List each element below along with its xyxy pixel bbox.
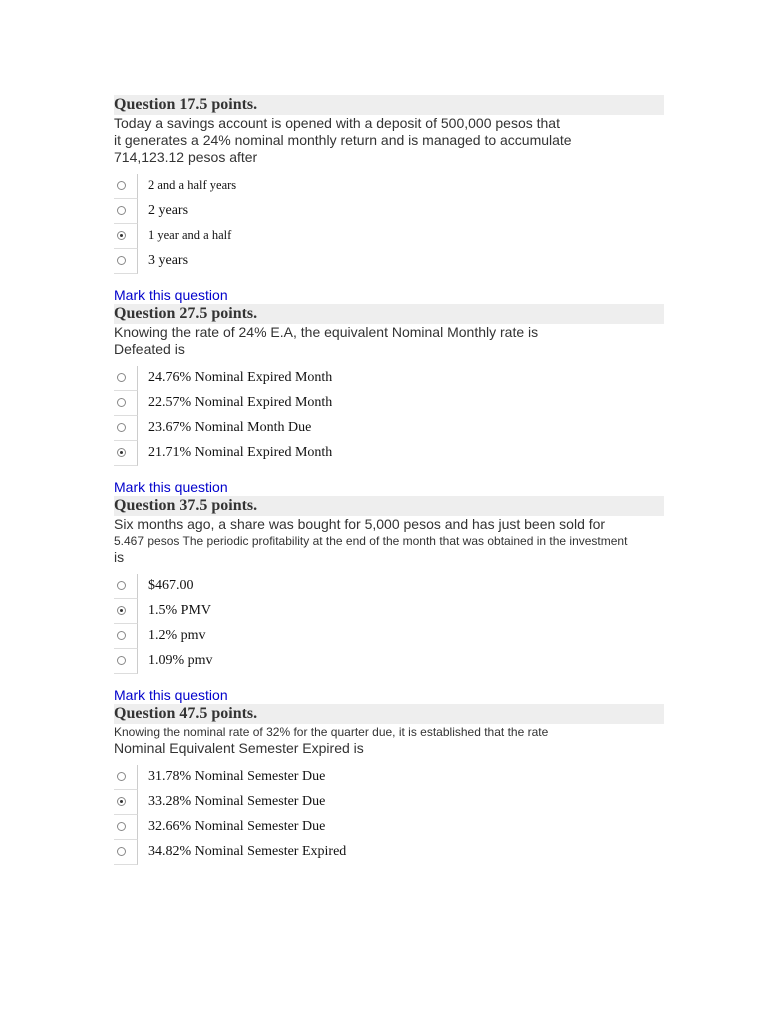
question-text-line: Six months ago, a share was bought for 5,000 pesos and has just been sold for [114,516,606,532]
question-title: Question 37.5 points. [114,496,664,516]
question-title: Question 47.5 points. [114,704,664,724]
mark-question-link[interactable]: Mark this question [114,687,228,703]
radio-cell [114,624,138,649]
answer-label: 23.67% Nominal Month Due [148,420,312,435]
answer-option[interactable] [114,199,664,224]
radio-button[interactable] [117,656,126,665]
radio-cell [114,649,138,674]
question-4 [114,704,664,865]
question-title: Question 27.5 points. [114,304,664,324]
radio-button[interactable] [117,448,126,457]
question-text-line: Knowing the rate of 24% E.A, the equivalent Nominal Monthly rate is [114,324,539,340]
answer-option[interactable] [114,649,664,674]
radio-button[interactable] [117,797,126,806]
question-text-line: it generates a 24% nominal monthly return and is managed to accumulate [114,132,572,148]
answer-label: 2 years [148,203,189,218]
radio-button[interactable] [117,847,126,856]
answer-label: 21.71% Nominal Expired Month [148,445,333,460]
answer-label: 1.09% pmv [148,653,213,668]
question-text [114,516,664,566]
answer-label: 2 and a half years [148,178,237,192]
radio-button[interactable] [117,206,126,215]
answer-option[interactable] [114,224,664,249]
question-text-line: is [114,549,125,565]
answer-option[interactable] [114,391,664,416]
radio-button[interactable] [117,606,126,615]
radio-cell [114,174,138,199]
radio-button[interactable] [117,772,126,781]
answer-list [114,366,664,466]
answer-label: 31.78% Nominal Semester Due [148,769,326,784]
question-text [114,724,664,757]
radio-cell [114,790,138,815]
radio-button[interactable] [117,181,126,190]
mark-question-link[interactable]: Mark this question [114,287,228,303]
answer-label: 3 years [148,253,189,268]
radio-cell [114,765,138,790]
question-text [114,115,664,166]
radio-button[interactable] [117,256,126,265]
answer-label: $467.00 [148,578,194,593]
answer-option[interactable] [114,249,664,274]
question-text-line: Defeated is [114,341,185,357]
answer-label: 1.2% pmv [148,628,206,643]
radio-cell [114,366,138,391]
answer-option[interactable] [114,174,664,199]
question-1 [114,95,664,304]
answer-option[interactable] [114,416,664,441]
answer-label: 22.57% Nominal Expired Month [148,395,333,410]
radio-cell [114,391,138,416]
answer-option[interactable] [114,366,664,391]
answer-label: 33.28% Nominal Semester Due [148,794,326,809]
question-title: Question 17.5 points. [114,95,664,115]
answer-option[interactable] [114,441,664,466]
answer-option[interactable] [114,840,664,865]
radio-button[interactable] [117,423,126,432]
radio-button[interactable] [117,581,126,590]
answer-list [114,574,664,674]
radio-cell [114,224,138,249]
answer-label: 1.5% PMV [148,603,212,618]
radio-button[interactable] [117,398,126,407]
question-text-line: 5.467 pesos The periodic profitability at the end of the month that was obtained in the investment [114,534,628,548]
radio-cell [114,441,138,466]
quiz-container [114,95,664,865]
question-text [114,324,664,358]
answer-option[interactable] [114,574,664,599]
mark-question-link[interactable]: Mark this question [114,479,228,495]
radio-cell [114,840,138,865]
answer-option[interactable] [114,624,664,649]
answer-list [114,765,664,865]
radio-cell [114,249,138,274]
answer-label: 32.66% Nominal Semester Due [148,819,326,834]
radio-button[interactable] [117,373,126,382]
radio-cell [114,599,138,624]
question-2 [114,304,664,496]
radio-button[interactable] [117,231,126,240]
answer-option[interactable] [114,815,664,840]
radio-cell [114,416,138,441]
question-3 [114,496,664,704]
answer-option[interactable] [114,790,664,815]
answer-label: 1 year and a half [148,228,232,242]
radio-cell [114,574,138,599]
answer-label: 24.76% Nominal Expired Month [148,370,333,385]
radio-cell [114,815,138,840]
question-text-line: Knowing the nominal rate of 32% for the quarter due, it is established that the rate [114,725,549,739]
question-text-line: Nominal Equivalent Semester Expired is [114,740,364,756]
answer-list [114,174,664,274]
answer-label: 34.82% Nominal Semester Expired [148,844,347,859]
answer-option[interactable] [114,599,664,624]
radio-button[interactable] [117,822,126,831]
radio-button[interactable] [117,631,126,640]
question-text-line: 714,123.12 pesos after [114,149,258,165]
question-text-line: Today a savings account is opened with a deposit of 500,000 pesos that [114,115,560,131]
radio-cell [114,199,138,224]
answer-option[interactable] [114,765,664,790]
